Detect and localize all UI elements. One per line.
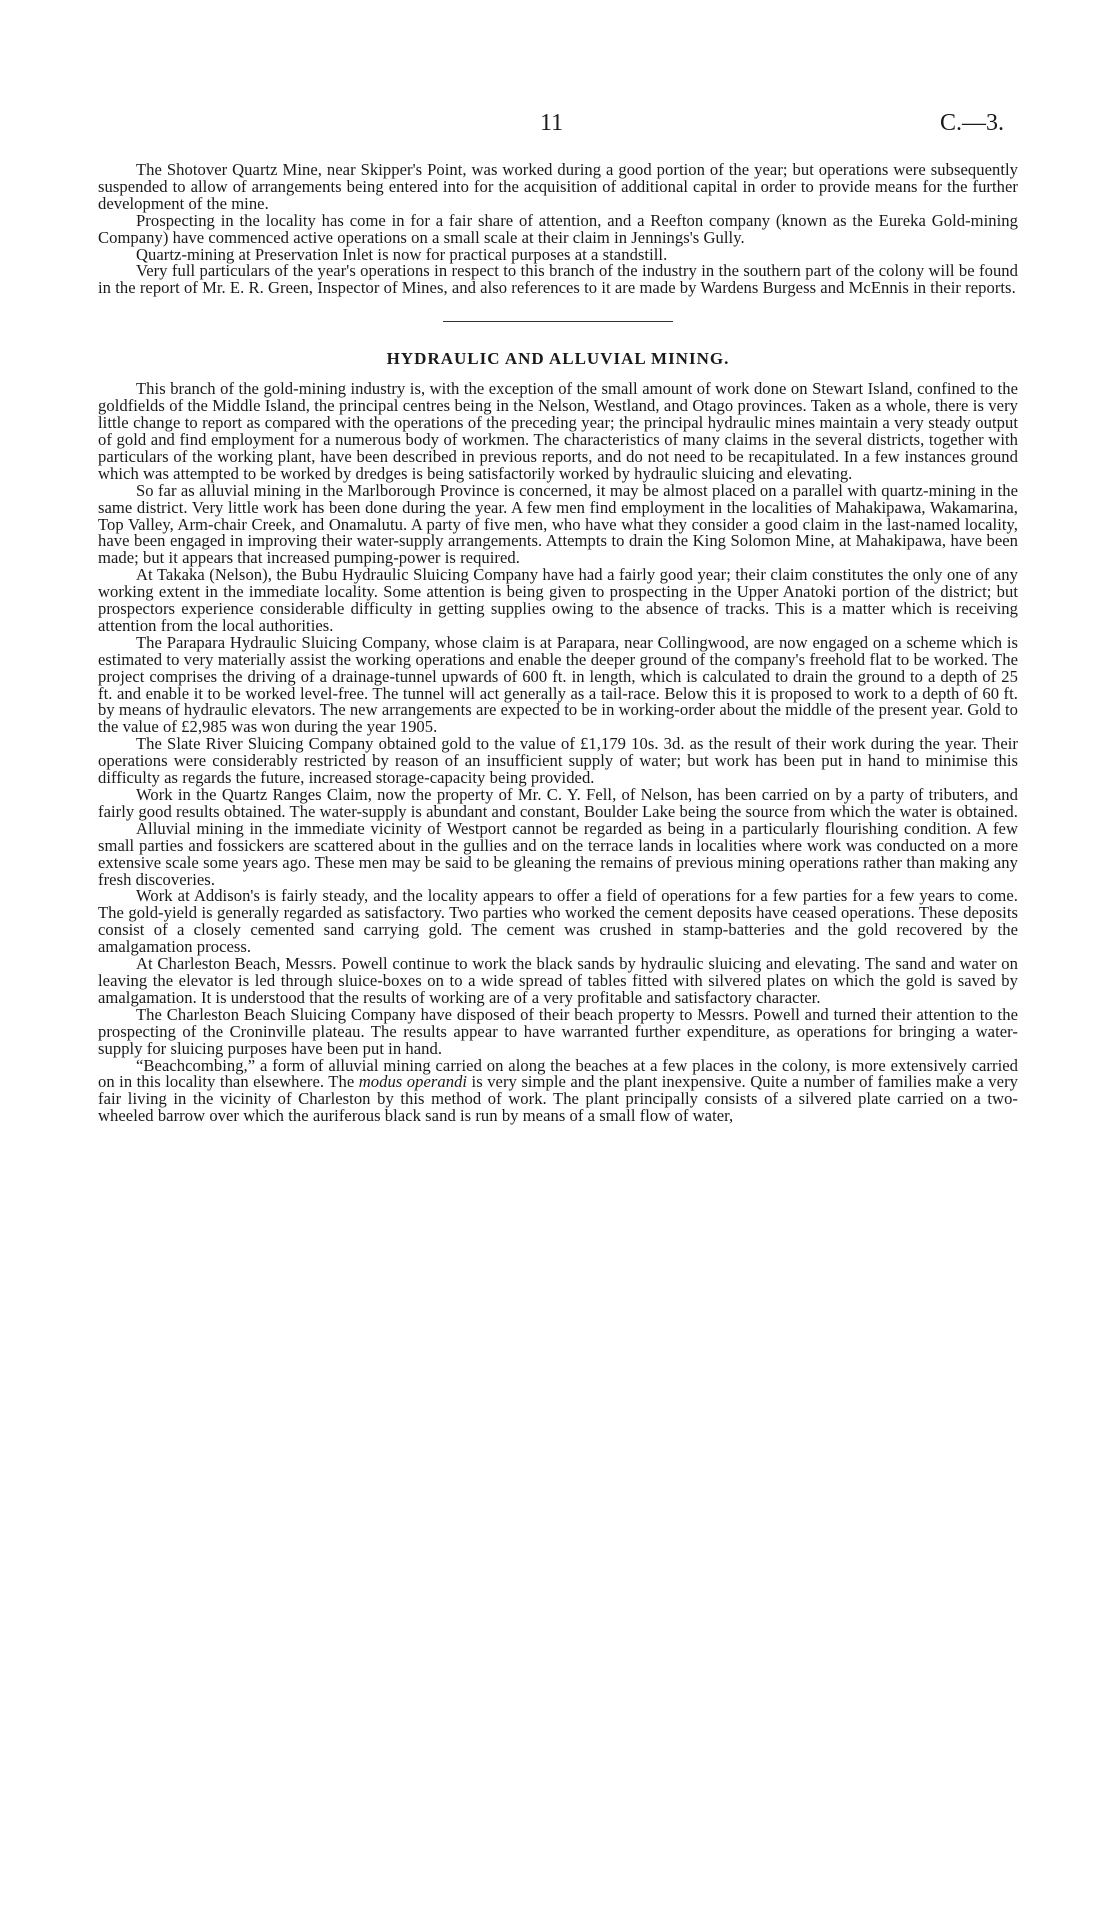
section-paragraph: At Takaka (Nelson), the Bubu Hydraulic Sluicing Company have had a fairly good year; their claim constitutes the only one of any working extent in the immediate locality. Some attention is being given to prospecting in the Upper Anatoki portion of the district; but prospectors experience considerable difficulty in getting supplies owing to the absence of tracks. This is a matter which is receiving attention from the local authorities. — [98, 565, 1018, 635]
document-reference: C.—3. — [940, 110, 1005, 136]
intro-paragraph: Quartz-mining at Preservation Inlet is now for practical purposes at a standstill. — [136, 244, 668, 264]
section-paragraph: The Parapara Hydraulic Sluicing Company, whose claim is at Parapara, near Collingwood, are now engaged on a scheme which is estimated to very materially assist the working operations and enable the deeper ground of the company's freehold flat to be worked. The project comprises the driving of a drainage-tunnel upwards of 600 ft. in length, which is calculated to drain the ground to a depth of 25 ft. and enable it to be worked level-free. The tunnel will act generally as a tail-race. Below this it is proposed to work to a depth of 60 ft. by means of hydraulic elevators. The new arrangements are expected to be in working-order about the middle of the present year. Gold to the value of £2,985 was won during the year 1905. — [98, 632, 1018, 737]
final-paragraph-text-end: is very simple and the plant inexpensive. Quite a number of families make a very fair living in the vicinity of Charleston by this method of work. The plant principally consists of a silvered plate carried on a two-wheeled barrow over which the auriferous black sand is run by means of a small flow of water, — [98, 1072, 1018, 1126]
page-header — [0, 108, 1114, 142]
section-paragraph: Work in the Quartz Ranges Claim, now the property of Mr. C. Y. Fell, of Nelson, has been carried on by a party of tributers, and fairly good results obtained. The water-supply is abundant and constant, Boulder Lake being the source from which the water is obtained. — [98, 785, 1018, 821]
section-paragraph: The Slate River Sluicing Company obtained gold to the value of £1,179 10s. 3d. as the result of their work during the year. Their operations were considerably restricted by reason of an insufficient supply of water; but work has been put in hand to minimise this difficulty as regards the future, increased storage-capacity being provided. — [98, 734, 1018, 788]
section-paragraph: This branch of the gold-mining industry is, with the exception of the small amount of work done on Stewart Island, confined to the goldfields of the Middle Island, the principal centres being in the Nelson, Westland, and Otago provinces. Taken as a whole, there is very little change to report as compared with the operations of the preceding year; the principal hydraulic mines maintain a very steady output of gold and find employment for a numerous body of workmen. The characteristics of many claims in the several districts, together with particulars of the working plant, have been described in previous reports, and do not need to be recapitulated. In a few instances ground which was attempted to be worked by dredges is being satisfactorily worked by hydraulic sluicing and elevating. — [98, 379, 1018, 483]
section-paragraph: The Charleston Beach Sluicing Company have disposed of their beach property to Messrs. Powell and turned their attention to the prospecting of the Croninville plateau. The results appear to have warranted further expenditure, as operations for bringing a water-supply for sluicing purposes have been put in hand. — [98, 1004, 1018, 1058]
section-divider — [443, 321, 673, 322]
section-paragraph: At Charleston Beach, Messrs. Powell continue to work the black sands by hydraulic sluicing and elevating. The sand and water on leaving the elevator is led through sluice-boxes on to a wide spread of tables fitted with silvered plates on which the gold is saved by amalgamation. It is understood that the results of working are of a very profitable and satisfactory character. — [98, 954, 1018, 1007]
final-paragraph-text-start: “Beachcombing,” a form of alluvial mining carried on along the beaches at a few places in the colony, is more extensively carried on in this locality than elsewhere. The — [98, 1055, 1018, 1092]
intro-paragraph: Prospecting in the locality has come in for a fair share of attention, and a Reefton company (known as the Eureka Gold-mining Company) have commenced active operations on a small scale at their claim in Jennings's Gully. — [98, 210, 1018, 247]
section-paragraph: So far as alluvial mining in the Marlborough Province is concerned, it may be almost placed on a parallel with quartz-mining in the same district. Very little work has been done during the year. A few men find employment in the localities of Mahakipawa, Wakamarina, Top Valley, Arm-chair Creek, and Onamalutu. A party of five men, who have what they consider a good claim in the last-named locality, have been engaged in improving their water-supply arrangements. Attempts to drain the King Solomon Mine, at Mahakipawa, have been made; but it appears that increased pumping-power is required. — [98, 480, 1018, 568]
intro-paragraph: Very full particulars of the year's operations in respect to this branch of the industry in the southern part of the colony will be found in the report of Mr. E. R. Green, Inspector of Mines, and also references to it are made by Wardens Burgess and McEnnis in their reports. — [98, 261, 1018, 298]
intro-paragraph: The Shotover Quartz Mine, near Skipper's Point, was worked during a good portion of the year; but operations were subsequently suspended to allow of arrangements being entered into for the acquisition of additional capital in order to provide means for the further development of the mine. — [98, 160, 1018, 213]
final-paragraph — [98, 1055, 1018, 1126]
italic-phrase: modus operandi — [358, 1072, 468, 1092]
section-heading: HYDRAULIC AND ALLUVIAL MINING. — [386, 349, 730, 369]
section-paragraph: Alluvial mining in the immediate vicinity of Westport cannot be regarded as being in a particularly flourishing condition. A few small parties and fossickers are scattered about in the gullies and on the terrace lands in localities where work was conducted on a more extensive scale some years ago. These men may be said to be gleaning the remains of previous mining operations rather than making any fresh discoveries. — [98, 818, 1018, 889]
body-text — [98, 162, 1018, 1125]
page-number: 11 — [540, 110, 564, 136]
section-paragraph: Work at Addison's is fairly steady, and the locality appears to offer a field of operations for a few parties for a few years to come. The gold-yield is generally regarded as satisfactory. Two parties who worked the cement deposits have ceased operations. These deposits consist of a closely cemented sand carrying gold. The cement was crushed in stamp-batteries and the gold recovered by the amalgamation process. — [98, 886, 1018, 957]
